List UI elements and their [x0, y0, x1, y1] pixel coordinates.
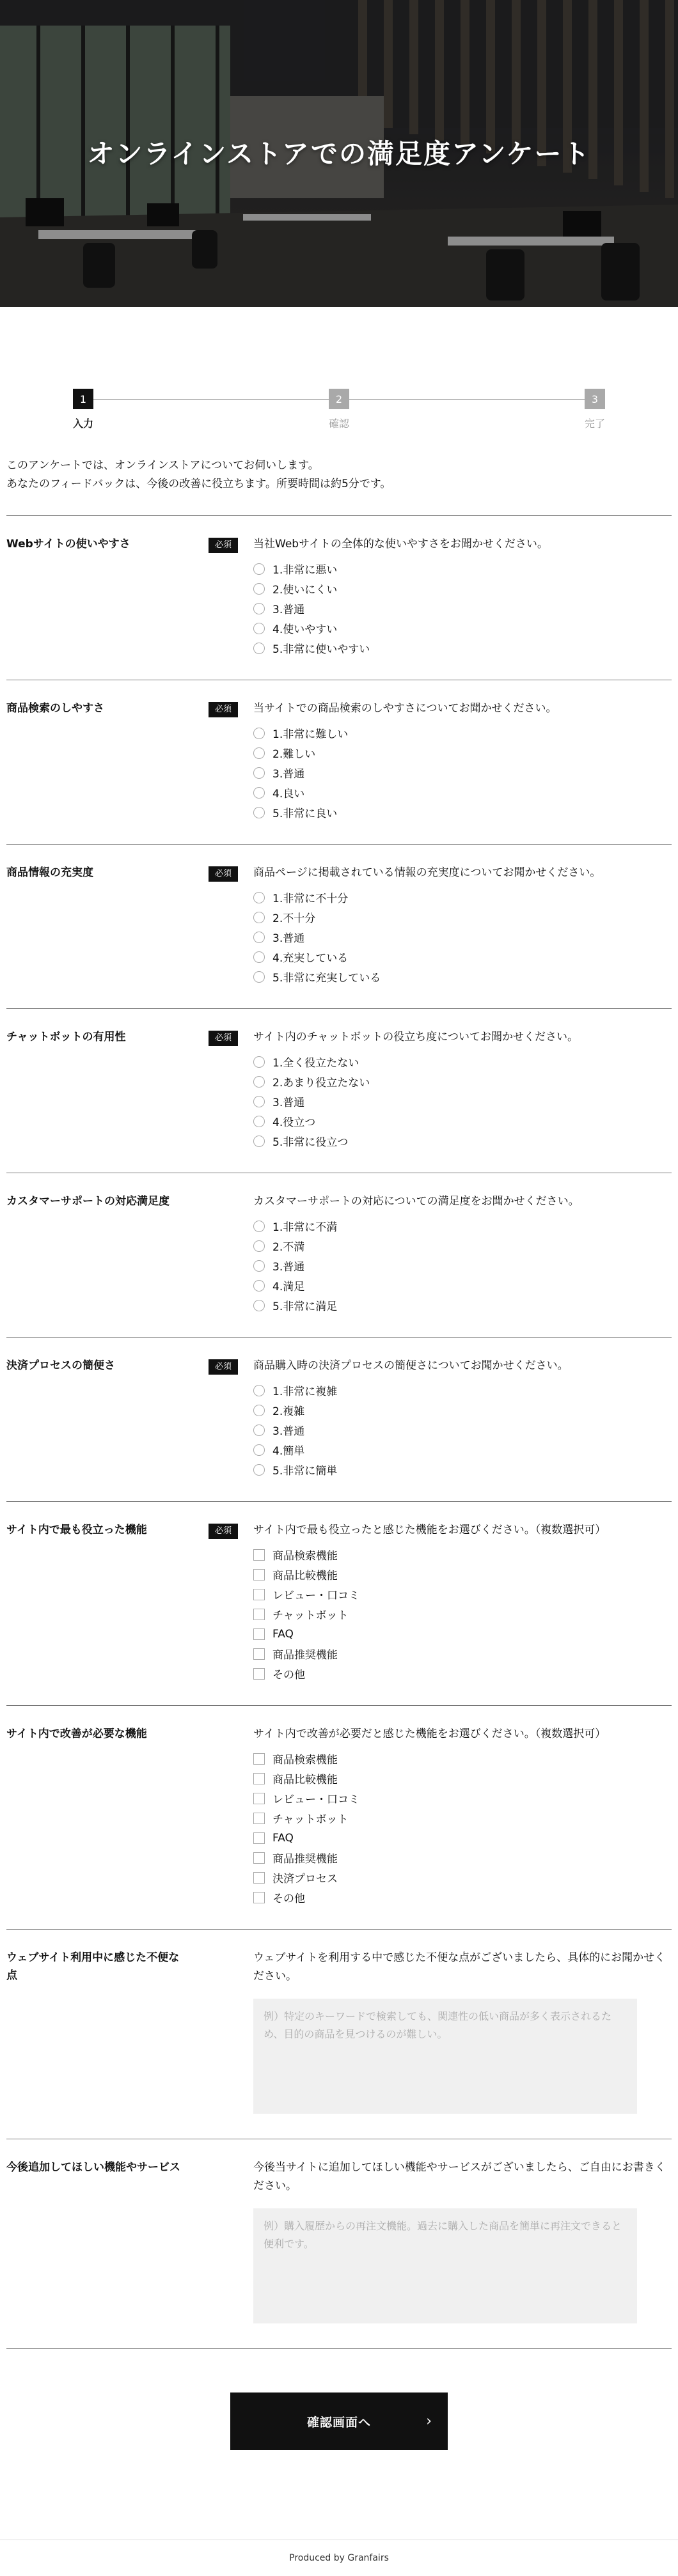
radio-button[interactable]: [253, 1096, 265, 1107]
radio-button[interactable]: [253, 1405, 265, 1416]
radio-button[interactable]: [253, 912, 265, 923]
radio-button[interactable]: [253, 807, 265, 818]
option-label: 商品比較機能: [272, 1570, 338, 1582]
step-complete: [576, 389, 614, 430]
question-description: 商品ページに掲載されている情報の充実度についてお聞かせください。: [253, 866, 601, 879]
option-label: FAQ: [272, 1831, 294, 1845]
option-label: 2.難しい: [272, 748, 316, 761]
option-label: 5.非常に役立つ: [272, 1136, 349, 1149]
option-label: 商品推奨機能: [272, 1853, 338, 1866]
checkbox[interactable]: [253, 1773, 265, 1784]
radio-option[interactable]: [253, 598, 672, 618]
radio-option[interactable]: [253, 1236, 672, 1256]
radio-button[interactable]: [253, 563, 265, 575]
checkbox[interactable]: [253, 1852, 265, 1864]
radio-button[interactable]: [253, 787, 265, 799]
radio-option[interactable]: [253, 1131, 672, 1151]
option-label: 2.あまり役立たない: [272, 1077, 370, 1089]
checkbox-option[interactable]: [253, 1868, 672, 1887]
checkbox-option[interactable]: [253, 1848, 672, 1868]
question-label: ウェブサイト利用中に感じた不便な点: [6, 1951, 180, 1982]
intro-line: あなたのフィードバックは、今後の改善に役立ちます。所要時間は約5分です。: [6, 478, 391, 490]
question-label: 商品情報の充実度: [6, 866, 93, 879]
option-label: レビュー・口コミ: [272, 1589, 359, 1602]
question-description: サイト内のチャットボットの役立ち度についてお聞かせください。: [253, 1031, 578, 1043]
radio-button[interactable]: [253, 747, 265, 759]
radio-button[interactable]: [253, 971, 265, 983]
radio-button[interactable]: [253, 1444, 265, 1456]
checkbox[interactable]: [253, 1609, 265, 1620]
checkbox[interactable]: [253, 1549, 265, 1561]
radio-option[interactable]: [253, 887, 672, 907]
checkbox[interactable]: [253, 1892, 265, 1903]
radio-option[interactable]: [253, 559, 672, 579]
step-number: 3: [585, 389, 605, 409]
radio-option[interactable]: [253, 763, 672, 783]
radio-button[interactable]: [253, 603, 265, 614]
question-description: 当サイトでの商品検索のしやすさについてお聞かせください。: [253, 702, 557, 715]
radio-button[interactable]: [253, 1260, 265, 1272]
footer-credit: Produced by Granfairs: [289, 2553, 389, 2563]
question-description: 当社Webサイトの全体的な使いやすさをお聞かせください。: [253, 538, 548, 550]
option-label: 1.非常に不十分: [272, 893, 349, 905]
option-label: レビュー・口コミ: [272, 1793, 359, 1806]
question-feature-request: [6, 2139, 672, 2349]
option-label: 3.普通: [272, 1261, 305, 1274]
checkbox[interactable]: [253, 1753, 265, 1765]
question-checkout: [6, 1338, 672, 1502]
question-usability: [6, 516, 672, 680]
intro-line: このアンケートでは、オンラインストアについてお伺いします。: [6, 459, 319, 472]
footer: [0, 2540, 678, 2576]
option-label: その他: [272, 1669, 305, 1682]
option-label: 1.全く役立たない: [272, 1057, 359, 1070]
step-label: 確認: [328, 418, 349, 430]
survey-form: [6, 516, 672, 2349]
question-description: カスタマーサポートの対応についての満足度をお聞かせください。: [253, 1195, 579, 1208]
option-label: チャットボット: [272, 1813, 349, 1826]
option-label: 4.使いやすい: [272, 623, 338, 636]
step-number: 1: [73, 389, 93, 409]
radio-option[interactable]: [253, 1460, 672, 1479]
checkbox[interactable]: [253, 1793, 265, 1804]
option-label: 2.不十分: [272, 912, 316, 925]
radio-option[interactable]: [253, 1091, 672, 1111]
question-label: サイト内で改善が必要な機能: [6, 1728, 147, 1740]
checkbox-option[interactable]: [253, 1584, 672, 1604]
option-label: 4.役立つ: [272, 1116, 316, 1129]
question-product-info: [6, 845, 672, 1009]
radio-option[interactable]: [253, 1380, 672, 1400]
checkbox[interactable]: [253, 1648, 265, 1660]
radio-button[interactable]: [253, 951, 265, 963]
option-label: 商品検索機能: [272, 1754, 338, 1767]
checkbox[interactable]: [253, 1569, 265, 1581]
checkbox[interactable]: [253, 1589, 265, 1600]
radio-option[interactable]: [253, 743, 672, 763]
radio-option[interactable]: [253, 1256, 672, 1276]
checkbox[interactable]: [253, 1668, 265, 1680]
page-title: オンラインストアでの満足度アンケート: [87, 138, 591, 169]
option-label: 4.良い: [272, 788, 305, 800]
checkbox[interactable]: [253, 1832, 265, 1844]
radio-option[interactable]: [253, 723, 672, 743]
submit-area: [0, 2393, 678, 2450]
required-badge: 必須: [209, 1031, 238, 1046]
option-label: 5.非常に使いやすい: [272, 643, 370, 656]
question-inconvenience: [6, 1930, 672, 2139]
checkbox-option[interactable]: [253, 1545, 672, 1565]
radio-option[interactable]: [253, 1440, 672, 1460]
radio-option[interactable]: [253, 1072, 672, 1091]
question-search: [6, 680, 672, 845]
question-needs-improvement: [6, 1706, 672, 1930]
hero-banner: [0, 0, 678, 307]
radio-button[interactable]: [253, 932, 265, 943]
option-label: 1.非常に難しい: [272, 728, 349, 741]
radio-button[interactable]: [253, 767, 265, 779]
radio-button[interactable]: [253, 892, 265, 903]
radio-button[interactable]: [253, 623, 265, 634]
option-label: 5.非常に満足: [272, 1300, 338, 1313]
radio-option[interactable]: [253, 1052, 672, 1072]
option-label: 1.非常に不満: [272, 1221, 338, 1234]
checkbox-option[interactable]: [253, 1768, 672, 1788]
radio-button[interactable]: [253, 1116, 265, 1127]
radio-option[interactable]: [253, 1420, 672, 1440]
option-label: 商品推奨機能: [272, 1649, 338, 1662]
required-badge: 必須: [209, 1359, 238, 1375]
question-description: 今後当サイトに追加してほしい機能やサービスがございましたら、ご自由にお書きください。: [253, 2161, 666, 2192]
radio-option[interactable]: [253, 1400, 672, 1420]
option-label: 4.満足: [272, 1281, 305, 1293]
radio-option[interactable]: [253, 947, 672, 967]
option-label: 決済プロセス: [272, 1873, 338, 1885]
radio-button[interactable]: [253, 1136, 265, 1147]
checkbox-option[interactable]: [253, 1604, 672, 1624]
option-label: 5.非常に簡単: [272, 1465, 338, 1478]
checkbox-option[interactable]: [253, 1624, 672, 1644]
radio-button[interactable]: [253, 583, 265, 595]
radio-option[interactable]: [253, 1295, 672, 1315]
radio-option[interactable]: [253, 927, 672, 947]
option-label: 3.普通: [272, 932, 305, 945]
option-label: 5.非常に充実している: [272, 972, 381, 985]
radio-option[interactable]: [253, 1111, 672, 1131]
confirm-button-label: 確認画面へ: [306, 2415, 371, 2430]
option-label: 3.普通: [272, 1425, 305, 1438]
radio-option[interactable]: [253, 1276, 672, 1295]
option-label: 3.普通: [272, 768, 305, 781]
question-most-useful: [6, 1502, 672, 1706]
radio-button[interactable]: [253, 1385, 265, 1396]
radio-button[interactable]: [253, 1240, 265, 1252]
confirm-button[interactable]: [230, 2393, 448, 2450]
question-label: Webサイトの使いやすさ: [6, 538, 130, 550]
question-support: [6, 1173, 672, 1338]
option-label: 2.不満: [272, 1241, 305, 1254]
step-confirm: [320, 389, 358, 430]
question-label: 商品検索のしやすさ: [6, 702, 104, 715]
checkbox-option[interactable]: [253, 1565, 672, 1584]
chevron-right-icon: ›: [426, 2413, 432, 2430]
checkbox-option[interactable]: [253, 1644, 672, 1664]
question-label: 今後追加してほしい機能やサービス: [6, 2161, 180, 2174]
required-badge: 必須: [209, 538, 238, 553]
option-label: 3.普通: [272, 1097, 305, 1109]
question-label: サイト内で最も役立った機能: [6, 1524, 147, 1536]
radio-button[interactable]: [253, 1280, 265, 1292]
radio-button[interactable]: [253, 1056, 265, 1068]
checkbox-option[interactable]: [253, 1887, 672, 1907]
radio-button[interactable]: [253, 728, 265, 739]
intro-text: [6, 457, 672, 516]
checkbox[interactable]: [253, 1813, 265, 1824]
radio-option[interactable]: [253, 783, 672, 802]
radio-option[interactable]: [253, 618, 672, 638]
option-label: 2.複雑: [272, 1405, 305, 1418]
radio-option[interactable]: [253, 579, 672, 598]
radio-button[interactable]: [253, 1425, 265, 1436]
option-label: 1.非常に複雑: [272, 1386, 338, 1398]
progress-stepper: [64, 389, 614, 436]
radio-option[interactable]: [253, 638, 672, 658]
checkbox-option[interactable]: [253, 1749, 672, 1768]
checkbox[interactable]: [253, 1872, 265, 1884]
step-input: [64, 389, 102, 430]
question-description: サイト内で改善が必要だと感じた機能をお選びください。（複数選択可）: [253, 1728, 606, 1740]
checkbox-option[interactable]: [253, 1788, 672, 1808]
question-label: 決済プロセスの簡便さ: [6, 1359, 115, 1372]
radio-button[interactable]: [253, 1464, 265, 1476]
option-label: 1.非常に悪い: [272, 564, 338, 577]
radio-button[interactable]: [253, 1300, 265, 1311]
option-label: その他: [272, 1893, 305, 1905]
step-number: 2: [329, 389, 349, 409]
option-label: 3.普通: [272, 604, 305, 616]
checkbox-option[interactable]: [253, 1808, 672, 1828]
checkbox[interactable]: [253, 1628, 265, 1640]
option-label: 5.非常に良い: [272, 808, 338, 820]
required-badge: 必須: [209, 866, 238, 882]
radio-option[interactable]: [253, 907, 672, 927]
step-label: 入力: [72, 418, 93, 430]
radio-option[interactable]: [253, 802, 672, 822]
option-label: 商品検索機能: [272, 1550, 338, 1563]
question-label: チャットボットの有用性: [6, 1031, 126, 1043]
checkbox-option[interactable]: [253, 1828, 672, 1848]
question-chatbot: [6, 1009, 672, 1173]
option-label: 商品比較機能: [272, 1774, 338, 1786]
radio-option[interactable]: [253, 967, 672, 987]
required-badge: 必須: [209, 702, 238, 717]
radio-button[interactable]: [253, 1076, 265, 1088]
feature-request-textarea[interactable]: [253, 2208, 637, 2323]
question-description: ウェブサイトを利用する中で感じた不便な点がございましたら、具体的にお聞かせください。: [253, 1951, 666, 1983]
option-label: FAQ: [272, 1627, 294, 1641]
radio-option[interactable]: [253, 1216, 672, 1236]
step-label: 完了: [584, 418, 605, 430]
radio-button[interactable]: [253, 643, 265, 654]
option-label: 2.使いにくい: [272, 584, 338, 597]
option-label: チャットボット: [272, 1609, 349, 1622]
option-label: 4.充実している: [272, 952, 349, 965]
checkbox-option[interactable]: [253, 1664, 672, 1683]
inconvenience-textarea[interactable]: [253, 1999, 637, 2114]
required-badge: 必須: [209, 1524, 238, 1539]
question-description: 商品購入時の決済プロセスの簡便さについてお聞かせください。: [253, 1359, 569, 1372]
radio-button[interactable]: [253, 1221, 265, 1232]
question-label: カスタマーサポートの対応満足度: [6, 1195, 170, 1208]
option-label: 4.簡単: [272, 1445, 305, 1458]
question-description: サイト内で最も役立ったと感じた機能をお選びください。（複数選択可）: [253, 1524, 606, 1536]
